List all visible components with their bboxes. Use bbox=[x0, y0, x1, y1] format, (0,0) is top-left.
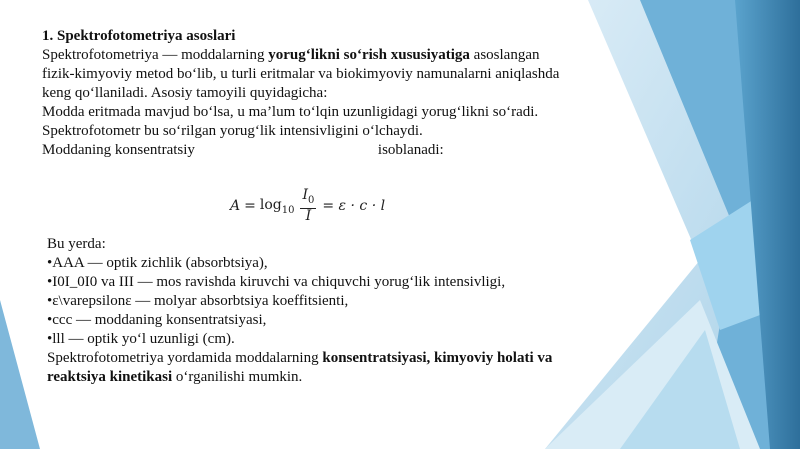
beer-lambert-formula bbox=[230, 188, 385, 224]
principle-paragraph: Modda eritmada mavjud bo‘lsa, u ma’lum to‘lqin uzunligidagi yorug‘likni so‘radi. bbox=[42, 104, 539, 120]
closing-bold-text: konsentratsiyasi, kimyoviy holati va reaktsiya kinetikasi bbox=[47, 350, 553, 385]
concentration-start: Moddaning konsentratsiy bbox=[42, 142, 195, 158]
formula-lhs: A bbox=[230, 197, 241, 214]
formula-log-base: 10 bbox=[281, 204, 295, 216]
main-text-block bbox=[42, 27, 572, 160]
closing-text-end: o‘rganilishi mumkin. bbox=[172, 369, 303, 385]
left-blue-shape bbox=[0, 300, 40, 449]
definition-item: •lll — optik yo‘l uzunligi (cm). bbox=[47, 331, 235, 347]
concentration-line bbox=[42, 141, 572, 160]
definitions-block bbox=[47, 235, 587, 387]
definition-item: •ccc — moddaning konsentratsiyasi, bbox=[47, 312, 267, 328]
formula-equals: = bbox=[244, 197, 256, 214]
formula-numerator: $I_0$ bbox=[300, 188, 316, 209]
definitions-intro: Bu yerda: bbox=[47, 236, 106, 252]
definition-item: •ε\varepsilonε — molyar absorbtsiya koeffitsienti, bbox=[47, 293, 349, 309]
concentration-end: isoblanadi: bbox=[377, 142, 444, 158]
definition-item: •I0I_0I0 va III — mos ravishda kiruvchi va chiquvchi yorug‘lik intensivligi, bbox=[47, 274, 506, 290]
closing-text: Spektrofotometriya yordamida moddalarning bbox=[47, 350, 323, 366]
section-heading: 1. Spektrofotometriya asoslari bbox=[42, 28, 236, 44]
formula-log: $\log_{10}$ bbox=[259, 196, 295, 216]
intro-text-continued: asoslangan fizik-kimyoviy metod bo‘lib, u turli eritmalar va biokimyoviy namunalarni aniqlashda keng qo‘llaniladi. Asosiy tamoyili quyidagicha: bbox=[42, 47, 560, 101]
definition-item: •AAA — optik zichlik (absorbtsiya), bbox=[47, 255, 268, 271]
intro-bold-text: yorug‘likni so‘rish xususiyatiga bbox=[268, 47, 470, 63]
intro-paragraph bbox=[42, 46, 572, 103]
formula-numerator-sub: 0 bbox=[308, 194, 315, 206]
intro-text: Spektrofotometriya — moddalarning bbox=[42, 47, 269, 63]
measure-paragraph: Spektrofotometr bu so‘rilgan yorug‘lik intensivligini o‘lchaydi. bbox=[42, 123, 423, 139]
closing-paragraph bbox=[47, 349, 587, 387]
formula-rhs: = ε · c · l bbox=[322, 197, 386, 214]
formula-fraction bbox=[300, 188, 316, 224]
formula-denominator: I bbox=[305, 207, 312, 224]
